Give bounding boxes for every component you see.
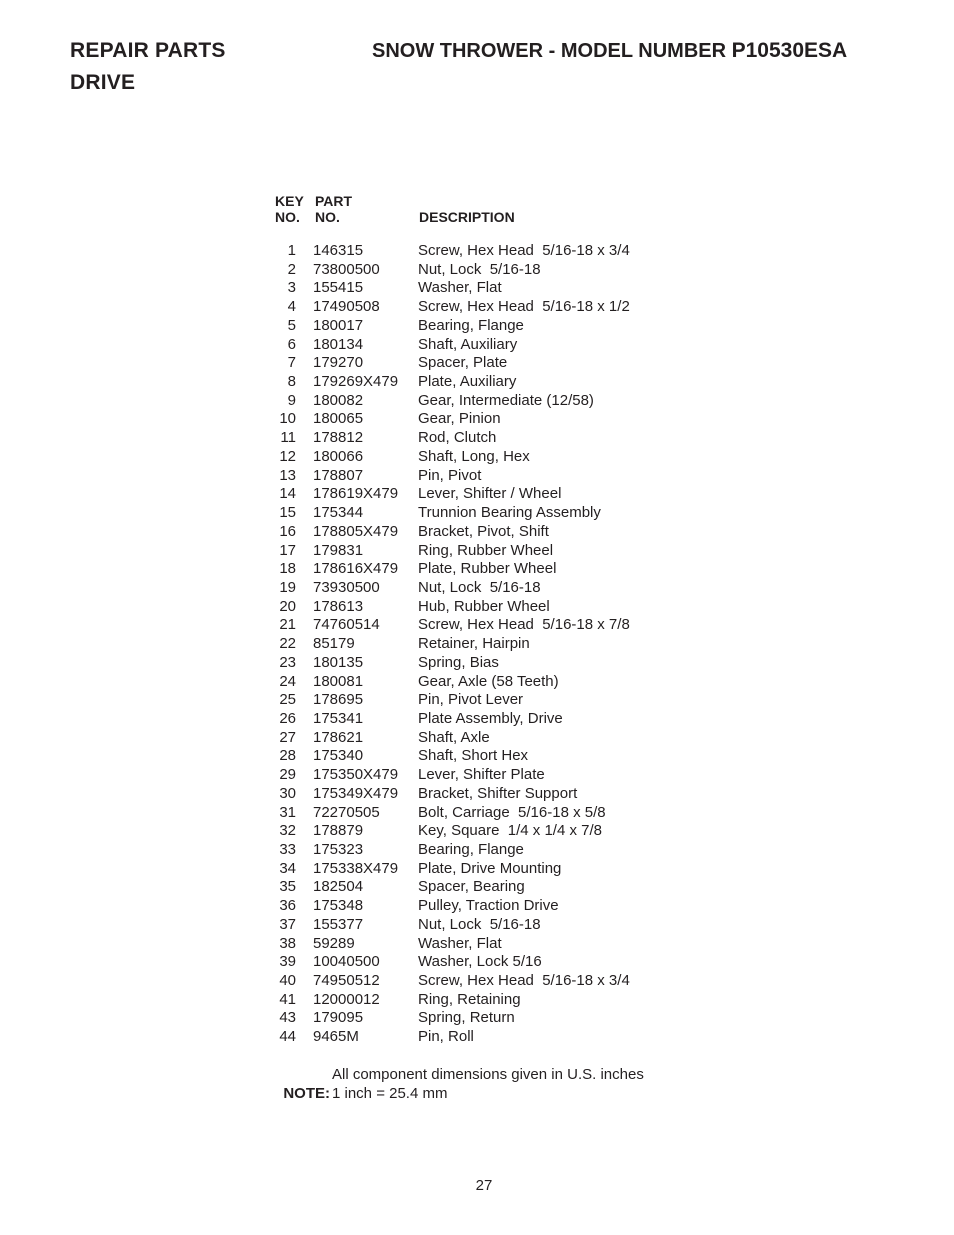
key-no: 6 (287, 335, 296, 353)
part-description: Screw, Hex Head 5/16-18 x 3/4 (418, 242, 630, 259)
key-header-line2: NO. (275, 209, 300, 225)
part-no: 175348 (313, 897, 364, 915)
column-headers (275, 193, 695, 229)
key-no: 38 (279, 934, 296, 952)
key-no: 20 (279, 597, 296, 615)
key-no: 30 (279, 784, 296, 802)
table-row (275, 935, 695, 954)
part-no: 179269X479 (313, 373, 399, 391)
table-row (275, 691, 695, 710)
table-row (275, 242, 695, 261)
key-no: 15 (279, 504, 296, 522)
part-description: Bracket, Pivot, Shift (418, 522, 549, 540)
key-no: 17 (279, 541, 296, 559)
table-row (275, 298, 695, 317)
key-no: 12 (279, 447, 296, 465)
key-no: 33 (279, 841, 296, 858)
table-row (275, 429, 695, 448)
part-description: Bolt, Carriage 5/16-18 x 5/8 (418, 803, 606, 821)
part-description: Screw, Hex Head 5/16-18 x 1/2 (418, 298, 630, 316)
part-no: 59289 (313, 934, 355, 952)
table-row (275, 616, 695, 635)
part-description: Shaft, Auxiliary (418, 335, 518, 353)
part-no: 179270 (313, 354, 364, 372)
note-label: NOTE: (283, 1085, 331, 1102)
part-no: 180066 (313, 447, 364, 465)
table-row (275, 729, 695, 748)
key-no: 44 (279, 1028, 296, 1046)
part-no: 73800500 (313, 260, 380, 278)
part-description: Rod, Clutch (418, 429, 497, 447)
key-no: 4 (287, 298, 296, 316)
key-no: 29 (279, 766, 296, 784)
key-no: 18 (279, 560, 296, 578)
part-description: Screw, Hex Head 5/16-18 x 3/4 (418, 972, 630, 990)
key-no: 40 (279, 972, 296, 990)
key-no: 32 (279, 822, 296, 840)
part-description: Spacer, Plate (418, 354, 508, 372)
part-no: 175338X479 (313, 859, 399, 877)
table-row (275, 560, 695, 579)
part-no: 179095 (313, 1009, 364, 1027)
key-no: 36 (279, 897, 296, 915)
part-description: Pulley, Traction Drive (418, 897, 559, 915)
table-row (275, 1009, 695, 1028)
part-no: 175341 (313, 709, 364, 727)
page-number: 27 (475, 1177, 493, 1194)
table-row (275, 1028, 695, 1047)
part-description: Plate, Auxiliary (418, 373, 517, 391)
part-description: Gear, Pinion (418, 410, 501, 428)
key-no: 8 (287, 373, 296, 391)
table-row (275, 878, 695, 897)
table-row (275, 991, 695, 1010)
part-no: 178619X479 (313, 485, 399, 503)
part-description: Washer, Lock 5/16 (418, 953, 542, 971)
part-no: 180081 (313, 672, 364, 690)
part-description: Hub, Rubber Wheel (418, 597, 550, 615)
part-description: Spring, Bias (418, 653, 499, 671)
part-no: 178805X479 (313, 522, 399, 540)
part-no: 74950512 (313, 972, 380, 990)
part-description: Bracket, Shifter Support (418, 784, 578, 802)
part-description: Spacer, Bearing (418, 878, 525, 896)
part-no: 178695 (313, 691, 364, 709)
key-no: 39 (279, 953, 296, 971)
part-description: Gear, Axle (58 Teeth) (418, 672, 559, 690)
part-description: Key, Square 1/4 x 1/4 x 7/8 (418, 822, 602, 840)
part-no: 175323 (313, 841, 364, 858)
part-description: Nut, Lock 5/16-18 (418, 915, 541, 933)
parts-list (275, 193, 695, 1046)
part-description: Retainer, Hairpin (418, 635, 530, 653)
part-no: 10040500 (313, 953, 380, 971)
key-no: 1 (287, 242, 296, 259)
table-row (275, 504, 695, 523)
key-no: 34 (279, 859, 296, 877)
part-no: 180017 (313, 316, 364, 334)
part-no: 175349X479 (313, 784, 399, 802)
table-row (275, 860, 695, 879)
part-description: Lever, Shifter Plate (418, 766, 545, 784)
key-no: 13 (279, 466, 296, 484)
table-row (275, 467, 695, 486)
part-description: Pin, Roll (418, 1028, 474, 1046)
description-header: DESCRIPTION (419, 209, 515, 225)
part-description: Plate Assembly, Drive (418, 709, 563, 727)
model-heading (372, 37, 847, 65)
part-description: Pin, Pivot Lever (418, 691, 524, 709)
note (275, 1065, 644, 1141)
part-description: Ring, Retaining (418, 990, 521, 1008)
part-description: Screw, Hex Head 5/16-18 x 7/8 (418, 616, 630, 634)
part-description: Washer, Flat (418, 934, 502, 952)
table-row (275, 542, 695, 561)
table-row (275, 261, 695, 280)
key-no: 43 (279, 1009, 296, 1027)
model-prefix: SNOW THROWER - MODEL NUMBER (372, 40, 732, 62)
key-no: 23 (279, 653, 296, 671)
part-no: 74760514 (313, 616, 380, 634)
part-no: 175350X479 (313, 766, 399, 784)
table-row (275, 373, 695, 392)
table-row (275, 598, 695, 617)
key-no: 41 (279, 990, 296, 1008)
part-header-line2: NO. (315, 209, 340, 225)
table-row (275, 336, 695, 355)
table-row (275, 916, 695, 935)
part-description: Plate, Drive Mounting (418, 859, 562, 877)
table-row (275, 448, 695, 467)
part-no: 178807 (313, 466, 364, 484)
part-no: 178616X479 (313, 560, 399, 578)
part-no: 175340 (313, 747, 364, 765)
part-description: Shaft, Axle (418, 728, 490, 746)
key-header-line1: KEY (275, 193, 304, 209)
key-no: 19 (279, 578, 296, 596)
part-no: 178621 (313, 728, 364, 746)
part-description: Washer, Flat (418, 279, 502, 297)
part-no: 175344 (313, 504, 364, 522)
part-no: 178613 (313, 597, 364, 615)
part-description: Bearing, Flange (418, 841, 524, 858)
part-header-line1: PART (315, 193, 353, 209)
part-no: 72270505 (313, 803, 380, 821)
subsection-title: DRIVE (70, 71, 136, 94)
key-no: 10 (279, 410, 296, 428)
key-no: 3 (287, 279, 296, 297)
key-no: 27 (279, 728, 296, 746)
part-no: 12000012 (313, 990, 380, 1008)
part-no: 180134 (313, 335, 364, 353)
table-row (275, 804, 695, 823)
table-row (275, 410, 695, 429)
key-no: 11 (280, 429, 296, 447)
table-row (275, 523, 695, 542)
key-no: 37 (279, 915, 296, 933)
part-no: 178879 (313, 822, 364, 840)
part-no: 179831 (313, 541, 364, 559)
table-row (275, 654, 695, 673)
note-line2: 1 inch = 25.4 mm (332, 1085, 448, 1102)
part-no: 155377 (313, 915, 364, 933)
part-no: 180135 (313, 653, 364, 671)
key-no: 16 (279, 522, 296, 540)
part-description: Pin, Pivot (418, 466, 482, 484)
section-heading (70, 37, 226, 97)
key-no: 7 (287, 354, 296, 372)
part-no: 17490508 (313, 298, 380, 316)
key-no: 14 (279, 485, 296, 503)
table-row (275, 972, 695, 991)
table-row (275, 822, 695, 841)
table-row (275, 485, 695, 504)
table-row (275, 841, 695, 860)
parts-rows (275, 242, 695, 1047)
key-no: 35 (279, 878, 296, 896)
table-row (275, 785, 695, 804)
key-no: 5 (287, 316, 296, 334)
table-row (275, 766, 695, 785)
part-no: 155415 (313, 279, 364, 297)
key-no: 24 (279, 672, 296, 690)
table-row (275, 635, 695, 654)
section-title: REPAIR PARTS (70, 39, 226, 62)
part-description: Shaft, Short Hex (418, 747, 529, 765)
part-description: Ring, Rubber Wheel (418, 541, 554, 559)
table-row (275, 279, 695, 298)
part-description: Lever, Shifter / Wheel (418, 485, 562, 503)
part-description: Bearing, Flange (418, 316, 524, 334)
table-row (275, 673, 695, 692)
part-description: Trunnion Bearing Assembly (418, 504, 601, 522)
part-no: 9465M (313, 1028, 359, 1046)
part-no: 146315 (313, 242, 364, 259)
table-row (275, 354, 695, 373)
part-no: 85179 (313, 635, 355, 653)
table-row (275, 897, 695, 916)
table-row (275, 392, 695, 411)
key-no: 22 (279, 635, 296, 653)
part-no: 73930500 (313, 578, 380, 596)
part-no: 182504 (313, 878, 364, 896)
table-row (275, 579, 695, 598)
note-line1: All component dimensions given in U.S. inches (332, 1066, 644, 1083)
key-no: 28 (279, 747, 296, 765)
table-row (275, 710, 695, 729)
table-row (275, 317, 695, 336)
key-no: 2 (287, 260, 296, 278)
model-number: P10530ESA (731, 39, 848, 62)
table-row (275, 953, 695, 972)
part-no: 180082 (313, 391, 364, 409)
key-no: 26 (279, 709, 296, 727)
part-no: 178812 (313, 429, 364, 447)
part-description: Gear, Intermediate (12/58) (418, 391, 594, 409)
part-description: Nut, Lock 5/16-18 (418, 578, 541, 596)
part-no: 180065 (313, 410, 364, 428)
part-description: Nut, Lock 5/16-18 (418, 260, 541, 278)
table-row (275, 747, 695, 766)
key-no: 21 (279, 616, 296, 634)
key-no: 25 (279, 691, 296, 709)
part-description: Plate, Rubber Wheel (418, 560, 557, 578)
part-description: Spring, Return (418, 1009, 515, 1027)
part-description: Shaft, Long, Hex (418, 447, 530, 465)
key-no: 31 (279, 803, 296, 821)
key-no: 9 (287, 391, 296, 409)
